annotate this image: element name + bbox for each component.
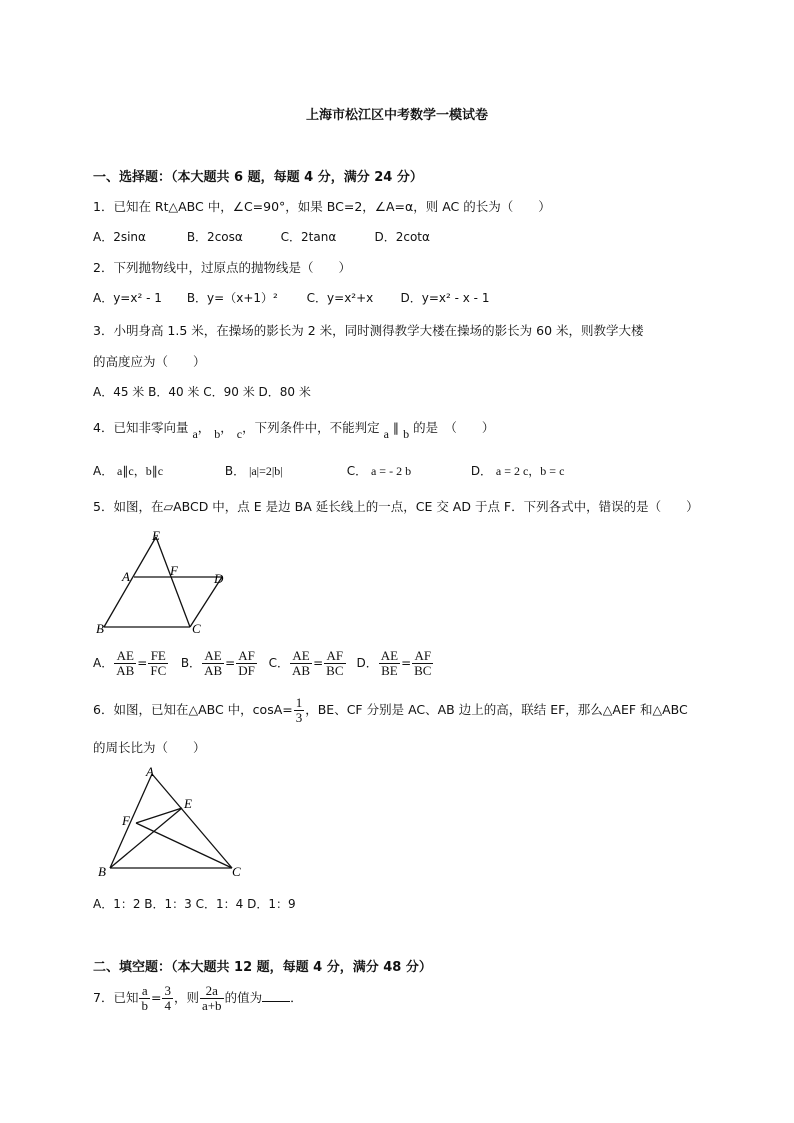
question-6-text: [93, 696, 688, 725]
q5-option-c: [269, 649, 353, 678]
q4-option-c: a = - 2 b: [370, 464, 412, 478]
q7-middle: ，则: [173, 990, 199, 1005]
page-title: 上海市松江区中考数学一模试卷: [305, 108, 488, 123]
question-1-text: 1．已知在 Rt△ABC 中，∠C=90°，如果 BC=2，∠A=α，则 AC 的长为（ ）: [93, 199, 551, 214]
q4-option-b-label: B．: [224, 464, 246, 478]
q4-option-a-label: A．: [93, 464, 114, 478]
question-4-options: [93, 462, 564, 479]
label-a: A: [122, 569, 130, 584]
question-5-options: [93, 649, 434, 678]
label-b: B: [98, 864, 106, 879]
fraction: [114, 649, 136, 678]
fraction-denominator: AB: [204, 663, 223, 678]
vector-a: a: [192, 427, 198, 441]
line-ef: [136, 808, 182, 823]
fraction-numerator: FE: [148, 649, 168, 664]
section-1-heading: 一、选择题：（本大题共 6 题，每题 4 分，满分 24 分）: [93, 170, 423, 185]
fraction: [236, 649, 257, 678]
label-c: C: [232, 864, 241, 879]
parallelogram-figure: [92, 525, 242, 640]
fraction-denominator: BC: [414, 663, 432, 678]
q1-option-b: B．2cosα: [186, 230, 243, 244]
q5-option-a-label: A．: [93, 656, 114, 670]
question-6-options: A．1：2 B．1：3 C．1：4 D．1：9: [93, 897, 296, 911]
q4-sep: ，: [197, 420, 211, 435]
fraction: [139, 984, 150, 1013]
fraction-denominator: a+b: [201, 998, 222, 1013]
fraction-denominator: 4: [164, 998, 171, 1013]
q2-option-d: D．y=x² - x - 1: [400, 291, 490, 305]
question-3-line-1: 3．小明身高 1.5 米，在操场的影长为 2 米，同时测得教学大楼在操场的影长为 60 米，则教学大楼: [93, 323, 644, 338]
label-e: E: [184, 796, 192, 811]
triangle-figure: [92, 762, 252, 882]
fraction-denominator: AB: [116, 663, 135, 678]
vector-b: b: [214, 427, 221, 441]
question-3-line-2: 的高度应为（ ）: [93, 354, 206, 369]
fraction-denominator: FC: [150, 663, 167, 678]
section-2-heading: 二、填空题：（本大题共 12 题，每题 4 分，满分 48 分）: [93, 960, 432, 975]
q4-option-b: |a|=2|b|: [248, 464, 283, 478]
question-2-text: 2．下列抛物线中，过原点的抛物线是（ ）: [93, 260, 351, 275]
equals-sign: =: [150, 990, 162, 1005]
cos-fraction: [294, 696, 305, 725]
fraction-numerator: AE: [290, 649, 312, 664]
vector-a: a: [383, 427, 389, 441]
question-4-text: [93, 418, 495, 441]
fraction-numerator: AE: [114, 649, 136, 664]
fraction-denominator: BE: [381, 663, 398, 678]
vector-b: b: [403, 427, 410, 441]
q7-end: ．: [290, 990, 303, 1005]
fraction: [324, 649, 345, 678]
fraction-numerator: AF: [324, 649, 345, 664]
q5-option-d-label: D．: [356, 656, 378, 670]
question-2-options: [93, 289, 495, 306]
q5-option-c-label: C．: [268, 656, 290, 670]
label-c: C: [192, 621, 201, 636]
fraction-numerator: AE: [380, 648, 399, 663]
line-cf: [136, 823, 232, 868]
line-be: [110, 808, 182, 868]
q7-prefix: 7．已知: [93, 990, 139, 1005]
q6-prefix: 6．如图，已知在△ABC 中，cosA=: [93, 702, 293, 717]
fraction: [148, 649, 168, 678]
label-f: F: [122, 813, 130, 828]
fraction-denominator: b: [141, 998, 148, 1013]
fraction-numerator: AF: [238, 648, 255, 663]
fraction: [290, 649, 312, 678]
label-b: B: [96, 621, 104, 636]
q5-option-a: [93, 649, 177, 678]
label-e: E: [152, 528, 160, 543]
q4-sep: ，: [220, 420, 233, 435]
q4-option-a: a∥c，b∥c: [117, 464, 164, 478]
fraction-denominator: AB: [292, 663, 311, 678]
vector-c: c: [236, 427, 243, 441]
fraction-denominator: DF: [238, 663, 255, 678]
fraction: [412, 649, 433, 678]
q4-middle: ，下列条件中，不能判定: [242, 420, 380, 435]
question-1-options: [93, 228, 436, 245]
equals-sign: =: [137, 656, 148, 670]
fraction-numerator: AE: [202, 649, 224, 664]
equals-sign: =: [225, 656, 236, 670]
question-7-text: [93, 984, 303, 1013]
q5-option-b-label: B．: [180, 656, 202, 670]
question-3-options: A．45 米 B．40 米 C．90 米 D．80 米: [93, 385, 311, 399]
fraction-numerator: 2a: [200, 984, 224, 999]
q4-suffix: 的是 （ ）: [413, 420, 495, 435]
fraction-numerator: 1: [295, 695, 303, 710]
q5-option-d: [356, 649, 434, 678]
line-eb: [104, 537, 156, 627]
answer-blank[interactable]: [262, 1001, 290, 1002]
label-d: D: [214, 571, 224, 586]
q2-option-c: C．y=x²+x: [306, 291, 374, 305]
q1-option-c: C．2tanα: [280, 230, 337, 244]
line-ec: [156, 537, 190, 627]
fraction: [379, 649, 400, 678]
q4-option-d: a = 2 c，b = c: [495, 464, 565, 478]
parallel-symbol: ∥: [392, 420, 400, 435]
label-f: F: [170, 563, 178, 578]
fraction-numerator: a: [139, 984, 150, 999]
equals-sign: =: [401, 656, 412, 670]
q2-option-b: B．y=（x+1）²: [186, 291, 278, 305]
fraction: [202, 649, 224, 678]
q1-option-a: A．2sinα: [93, 230, 146, 244]
q5-option-b: [181, 649, 265, 678]
q1-option-d: D．2cotα: [374, 230, 430, 244]
fraction-numerator: AF: [412, 649, 433, 664]
fraction: [162, 984, 173, 1013]
line-ac: [152, 774, 232, 868]
fraction: [200, 984, 224, 1013]
q6-suffix: ，BE、CF 分别是 AC、AB 边上的高，联结 EF，那么△AEF 和△ABC: [305, 702, 688, 717]
q4-option-d-label: D．: [470, 464, 493, 478]
q4-prefix: 4．已知非零向量: [93, 420, 189, 435]
fraction-denominator: 3: [295, 710, 303, 725]
q4-option-c-label: C．: [346, 464, 368, 478]
question-5-text: 5．如图，在▱ABCD 中，点 E 是边 BA 延长线上的一点，CE 交 AD 于点 F．下列各式中，错误的是（ ）: [93, 499, 699, 514]
label-a: A: [146, 764, 154, 779]
q7-suffix: 的值为: [224, 990, 263, 1005]
equals-sign: =: [313, 656, 324, 670]
question-6-line-2: 的周长比为（ ）: [93, 740, 206, 755]
line-ab: [110, 774, 152, 868]
q2-option-a: A．y=x² - 1: [93, 291, 162, 305]
fraction-numerator: 3: [164, 983, 171, 998]
fraction-denominator: BC: [326, 663, 344, 678]
